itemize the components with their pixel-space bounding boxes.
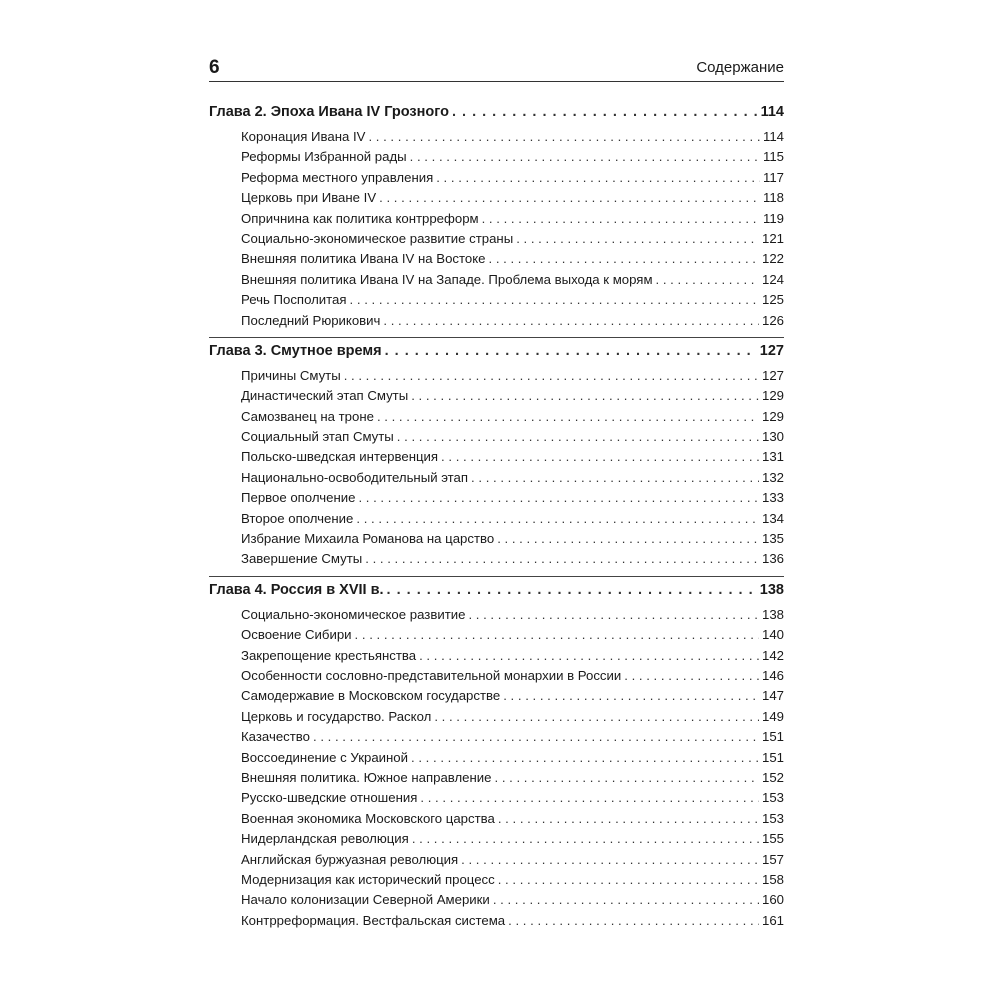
toc-entry[interactable] xyxy=(209,729,784,749)
toc-entry[interactable] xyxy=(209,449,784,469)
entry-page-number: 115 xyxy=(762,149,784,165)
running-title: Содержание xyxy=(696,59,784,76)
dot-leader xyxy=(498,811,759,826)
entry-page-number: 140 xyxy=(761,627,784,643)
entry-page-number: 118 xyxy=(762,190,784,206)
toc-entry[interactable] xyxy=(209,409,784,429)
entry-page-number: 114 xyxy=(762,129,784,144)
entry-title: Причины Смуты xyxy=(241,367,341,383)
entry-title: Воссоединение с Украиной xyxy=(241,749,409,765)
dot-leader xyxy=(385,343,757,359)
chapter-heading-row[interactable] xyxy=(209,582,784,604)
dot-leader xyxy=(624,668,759,683)
toc-entry[interactable] xyxy=(209,251,784,271)
toc-entry[interactable] xyxy=(209,170,784,190)
entry-page-number: 155 xyxy=(761,831,784,847)
entry-title: Социальный этап Смуты xyxy=(241,429,394,445)
entry-title: Завершение Смуты xyxy=(241,551,363,567)
toc-entry[interactable] xyxy=(209,627,784,647)
entry-page-number: 153 xyxy=(761,790,784,806)
toc-entry[interactable] xyxy=(209,313,784,333)
entry-title: Польско-шведская интервенция xyxy=(241,449,439,465)
dot-leader xyxy=(503,688,759,703)
entry-title: Социально-экономическое развитие страны xyxy=(241,230,514,246)
entry-page-number: 161 xyxy=(761,912,784,928)
entry-title: Династический этап Смуты xyxy=(241,388,409,404)
dot-leader xyxy=(493,892,759,907)
entry-title: Внешняя политика. Южное направление xyxy=(241,769,492,785)
dot-leader xyxy=(344,368,759,383)
toc-entry[interactable] xyxy=(209,388,784,408)
entry-title: Военная экономика Московского царства xyxy=(241,810,495,826)
entry-page-number: 132 xyxy=(761,469,784,485)
entry-title: Казачество xyxy=(241,729,310,745)
entry-page-number: 125 xyxy=(761,292,784,308)
entry-page-number: 157 xyxy=(761,851,784,867)
dot-leader xyxy=(656,272,759,287)
dot-leader xyxy=(383,313,759,328)
entry-page-number: 134 xyxy=(761,510,784,526)
toc-entry[interactable] xyxy=(209,490,784,510)
chapter-page-number: 114 xyxy=(760,104,784,120)
dot-leader xyxy=(379,190,760,205)
entry-title: Внешняя политика Ивана IV на Западе. Проблема выхода к морям xyxy=(241,271,653,287)
entry-title: Самозванец на троне xyxy=(241,408,374,424)
dot-leader xyxy=(368,129,760,144)
dot-leader xyxy=(355,627,759,642)
entry-page-number: 160 xyxy=(761,892,784,908)
entry-title: Английская буржуазная революция xyxy=(241,851,459,867)
page-header xyxy=(209,57,784,82)
entry-page-number: 147 xyxy=(761,688,784,704)
dot-leader xyxy=(508,913,759,928)
page-number: 6 xyxy=(209,57,220,78)
dot-leader xyxy=(410,149,760,164)
entry-page-number: 151 xyxy=(761,729,784,745)
entry-title: Начало колонизации Северной Америки xyxy=(241,892,490,908)
entry-title: Модернизация как исторический процесс xyxy=(241,871,495,887)
toc-entry[interactable] xyxy=(209,429,784,449)
entry-page-number: 130 xyxy=(761,429,784,445)
toc-entry[interactable] xyxy=(209,852,784,872)
toc-entry[interactable] xyxy=(209,511,784,531)
entry-title: Самодержавие в Московском государстве xyxy=(241,688,501,704)
entry-title: Речь Посполитая xyxy=(241,292,347,308)
entry-page-number: 127 xyxy=(761,367,784,383)
entry-page-number: 122 xyxy=(761,251,784,267)
entry-page-number: 142 xyxy=(761,647,784,663)
toc-entry[interactable] xyxy=(209,607,784,627)
entry-page-number: 126 xyxy=(761,312,784,328)
chapter-divider xyxy=(209,576,784,577)
toc-entry[interactable] xyxy=(209,190,784,210)
entry-title: Внешняя политика Ивана IV на Востоке xyxy=(241,251,486,267)
toc-entry[interactable] xyxy=(209,892,784,912)
chapter-title: Глава 3. Смутное время xyxy=(209,342,382,359)
dot-leader xyxy=(397,429,759,444)
entry-title: Опричнина как политика контрреформ xyxy=(241,210,479,226)
toc-entry[interactable] xyxy=(209,292,784,312)
toc-entry[interactable] xyxy=(209,831,784,851)
table-of-contents xyxy=(209,104,784,933)
entry-title: Русско-шведские отношения xyxy=(241,790,418,806)
dot-leader xyxy=(412,831,759,846)
dot-leader xyxy=(350,292,759,307)
dot-leader xyxy=(497,531,759,546)
entry-page-number: 129 xyxy=(761,388,784,404)
dot-leader xyxy=(434,709,759,724)
dot-leader xyxy=(387,582,757,598)
entry-page-number: 129 xyxy=(761,408,784,424)
toc-entry[interactable] xyxy=(209,129,784,149)
entry-title: Освоение Сибири xyxy=(241,627,352,643)
dot-leader xyxy=(498,872,759,887)
entry-title: Контрреформация. Вестфальская система xyxy=(241,912,506,928)
dot-leader xyxy=(482,211,760,226)
dot-leader xyxy=(365,551,759,566)
toc-entry[interactable] xyxy=(209,470,784,490)
entry-title: Национально-освободительный этап xyxy=(241,469,469,485)
chapter-page-number: 127 xyxy=(759,342,784,359)
toc-chapter xyxy=(209,343,784,572)
entry-page-number: 131 xyxy=(761,449,784,465)
chapter-divider xyxy=(209,337,784,338)
entry-page-number: 136 xyxy=(761,551,784,567)
entry-title: Последний Рюрикович xyxy=(241,312,381,328)
entry-page-number: 153 xyxy=(761,810,784,826)
toc-entry[interactable] xyxy=(209,913,784,933)
entry-title: Коронация Ивана IV xyxy=(241,129,366,144)
dot-leader xyxy=(356,511,759,526)
dot-leader xyxy=(452,104,758,120)
dot-leader xyxy=(468,607,759,622)
entry-title: Избрание Михаила Романова на царство xyxy=(241,531,495,547)
toc-entry[interactable] xyxy=(209,811,784,831)
dot-leader xyxy=(516,231,759,246)
toc-entry[interactable] xyxy=(209,211,784,231)
dot-leader xyxy=(313,729,759,744)
toc-entry[interactable] xyxy=(209,790,784,810)
dot-leader xyxy=(358,490,759,505)
entry-page-number: 149 xyxy=(761,708,784,724)
entry-page-number: 138 xyxy=(761,606,784,622)
entry-page-number: 152 xyxy=(761,769,784,785)
entry-page-number: 121 xyxy=(761,230,784,246)
entry-title: Реформы Избранной рады xyxy=(241,149,407,165)
toc-entry[interactable] xyxy=(209,709,784,729)
entry-page-number: 135 xyxy=(761,531,784,547)
dot-leader xyxy=(420,790,759,805)
entry-page-number: 124 xyxy=(761,271,784,287)
toc-entry[interactable] xyxy=(209,551,784,571)
toc-entry[interactable] xyxy=(209,272,784,292)
toc-entry[interactable] xyxy=(209,668,784,688)
toc-entry[interactable] xyxy=(209,648,784,668)
entry-title: Особенности сословно-представительной монархии в России xyxy=(241,667,622,683)
chapter-title: Глава 4. Россия в XVII в. xyxy=(209,581,384,598)
entry-title: Второе ополчение xyxy=(241,510,354,526)
dot-leader xyxy=(441,449,759,464)
entry-title: Реформа местного управления xyxy=(241,169,434,185)
entry-page-number: 151 xyxy=(761,749,784,765)
toc-entry[interactable] xyxy=(209,872,784,892)
dot-leader xyxy=(489,251,759,266)
dot-leader xyxy=(411,750,759,765)
entry-page-number: 146 xyxy=(761,667,784,683)
dot-leader xyxy=(419,648,759,663)
toc-entry[interactable] xyxy=(209,770,784,790)
toc-chapter xyxy=(209,582,784,933)
dot-leader xyxy=(495,770,759,785)
entry-title: Нидерландская революция xyxy=(241,831,409,847)
toc-entry[interactable] xyxy=(209,231,784,251)
toc-entry[interactable] xyxy=(209,688,784,708)
toc-entry[interactable] xyxy=(209,531,784,551)
chapter-page-number: 138 xyxy=(759,581,784,598)
entry-page-number: 158 xyxy=(761,871,784,887)
entry-page-number: 119 xyxy=(762,210,784,226)
entry-title: Первое ополчение xyxy=(241,490,356,506)
chapter-heading-row[interactable] xyxy=(209,343,784,365)
toc-entry[interactable] xyxy=(209,149,784,169)
toc-entry[interactable] xyxy=(209,368,784,388)
chapter-title: Глава 2. Эпоха Ивана IV Грозного xyxy=(209,104,449,120)
dot-leader xyxy=(461,852,759,867)
entry-title: Церковь при Иване IV xyxy=(241,190,377,206)
dot-leader xyxy=(471,470,759,485)
toc-chapter xyxy=(209,104,784,333)
entry-title: Закрепощение крестьянства xyxy=(241,647,417,663)
entry-title: Церковь и государство. Раскол xyxy=(241,708,432,724)
toc-entry[interactable] xyxy=(209,750,784,770)
entry-page-number: 117 xyxy=(762,169,784,185)
entry-title: Социально-экономическое развитие xyxy=(241,606,466,622)
dot-leader xyxy=(411,388,759,403)
entry-page-number: 133 xyxy=(761,490,784,506)
chapter-heading-row[interactable] xyxy=(209,104,784,126)
dot-leader xyxy=(377,409,759,424)
dot-leader xyxy=(436,170,760,185)
